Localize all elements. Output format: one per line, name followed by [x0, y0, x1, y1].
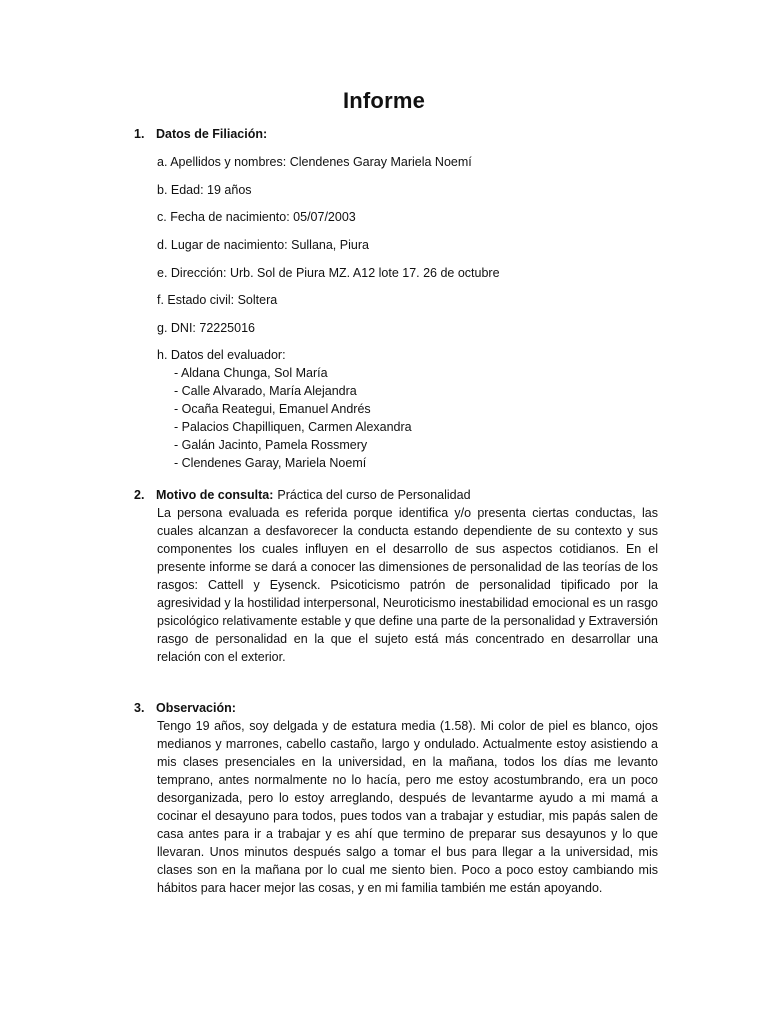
section-number: 3. — [134, 701, 145, 715]
document-title: Informe — [342, 88, 426, 113]
field-dni: g. DNI: 72225016 — [157, 321, 255, 335]
evaluator-item: - Calle Alvarado, María Alejandra — [174, 384, 357, 398]
motivo-consulta-paragraph: La persona evaluada es referida porque identifica y/o presenta ciertas conductas, las cuales alcanzan a desfavorecer la conducta estando dependiente de su contexto y sus componentes los cuales influyen en el desarrollo de sus aspectos cotidianos. En el presente informe se dará a conocer las dimensiones de personalidad de las teorías de los rasgos: Cattell y Eysenck. Psicoticismo patrón de personalidad tipificado por la agresividad y la hostilidad interpersonal, Neuroticismo inestabilidad emocional es un rasgo psicológico relativamente estable y que define una parte de la personalidad y Extraversión rasgo de personalidad en la que el sujeto está más concentrado en desarrollar una relación con el exterior. — [157, 506, 658, 664]
section-title: Motivo de consulta: — [156, 488, 274, 502]
field-datos-evaluador: h. Datos del evaluador: — [157, 348, 286, 362]
evaluator-item: - Ocaña Reategui, Emanuel Andrés — [174, 402, 371, 416]
section-datos-filiacion — [134, 125, 658, 143]
field-estado-civil: f. Estado civil: Soltera — [157, 293, 278, 307]
evaluator-item: - Palacios Chapilliquen, Carmen Alexandra — [174, 420, 412, 434]
evaluator-item: - Clendenes Garay, Mariela Noemí — [174, 456, 367, 470]
evaluator-list — [174, 364, 412, 472]
section-number: 1. — [134, 127, 145, 141]
field-fecha-nacimiento: c. Fecha de nacimiento: 05/07/2003 — [157, 210, 356, 224]
field-apellidos-nombres: a. Apellidos y nombres: Clendenes Garay Mariela Noemí — [157, 155, 472, 169]
section-subtitle: Práctica del curso de Personalidad — [277, 488, 471, 502]
field-edad: b. Edad: 19 años — [157, 183, 252, 197]
observacion-paragraph: Tengo 19 años, soy delgada y de estatura media (1.58). Mi color de piel es blanco, ojos medianos y marrones, cabello castaño, largo y ondulado. Actualmente estoy asistiendo a mis clases presenciales en la universidad, en la mañana, todos los días me levanto temprano, antes normalmente no lo hacía, pero me estoy acostumbrando, era un poco desorganizada, pero lo estoy arreglando, después de levantarme ayudo a mi mamá a cocinar el desayuno para todos, pues todos van a trabajar y estudiar, mis papás salen de casa antes para ir a trabajar y es ahí que termino de preparar sus desayunos y lo que llevaran. Unos minutos después salgo a tomar el bus para llegar a la universidad, mis clases son en la mañana por lo cual me siento bien. Poco a poco estoy cambiando mis hábitos para hacer mejor las cosas, y en mi familia también me están apoyando. — [157, 719, 658, 895]
section-motivo-consulta — [134, 486, 658, 504]
evaluator-item: - Aldana Chunga, Sol María — [174, 366, 328, 380]
section-number: 2. — [134, 488, 145, 502]
section-observacion — [134, 699, 658, 717]
evaluator-item: - Galán Jacinto, Pamela Rossmery — [174, 438, 368, 452]
field-lugar-nacimiento: d. Lugar de nacimiento: Sullana, Piura — [157, 238, 369, 252]
section-title: Datos de Filiación: — [156, 127, 268, 141]
section-title: Observación: — [156, 701, 236, 715]
field-direccion: e. Dirección: Urb. Sol de Piura MZ. A12 lote 17. 26 de octubre — [157, 266, 500, 280]
